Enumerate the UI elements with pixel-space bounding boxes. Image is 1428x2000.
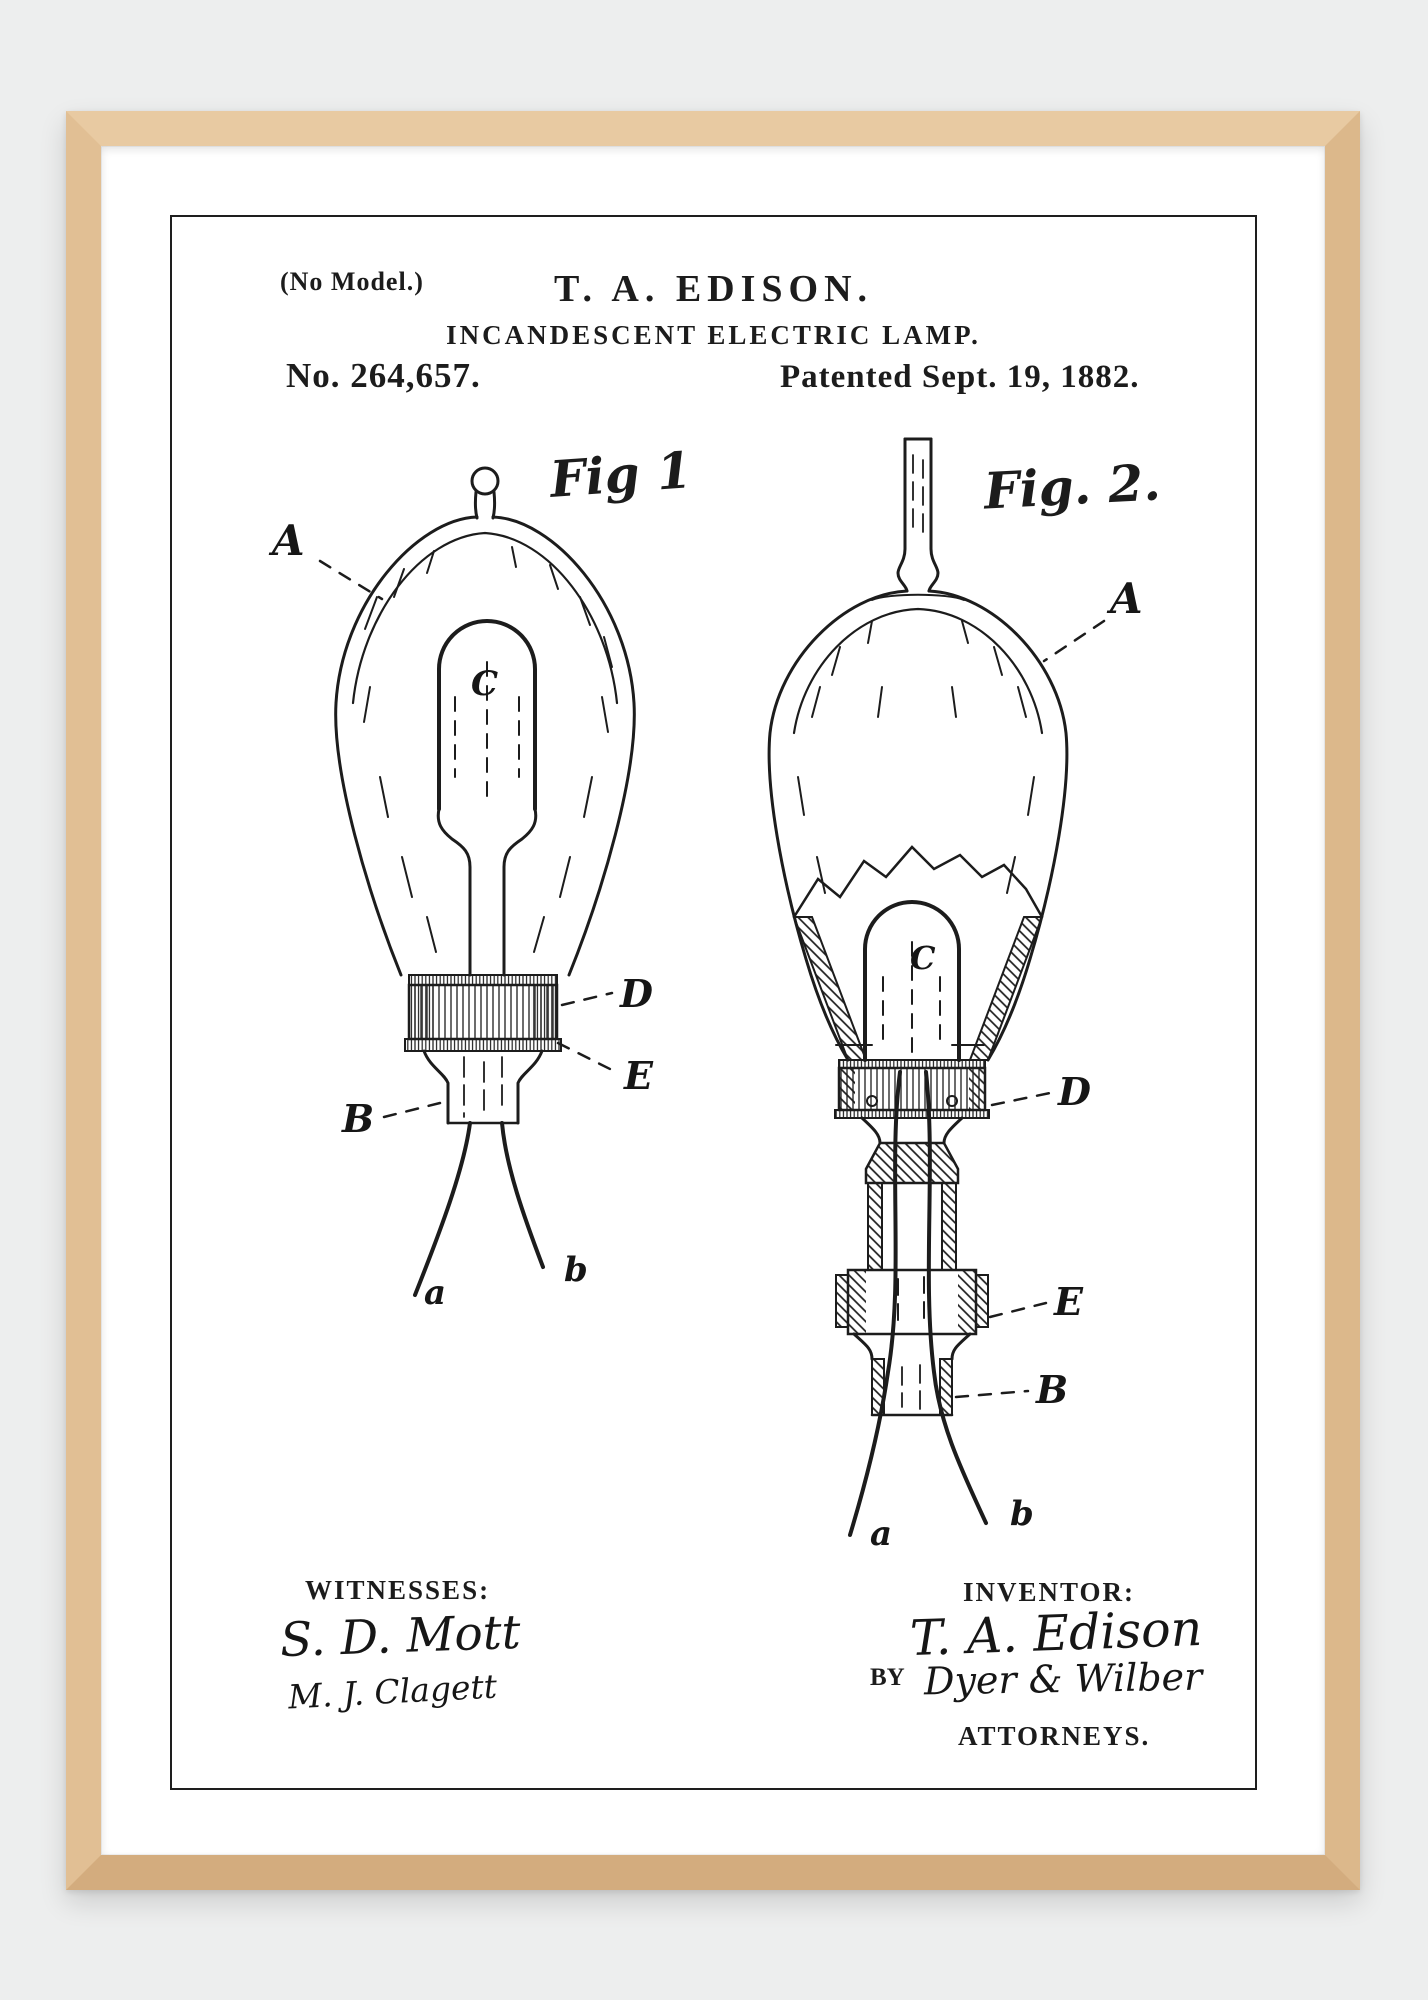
fig2-label-C: C [910,939,936,977]
fig2-label-D: D [1058,1069,1091,1114]
no-model-note: (No Model.) [280,267,424,296]
witnesses-heading: WITNESSES: [305,1575,491,1605]
fig1-label-D: D [620,971,653,1016]
fig1-label-A: A [272,516,305,565]
figure-2-caption: Fig. 2. [982,452,1162,521]
patent-date: Patented Sept. 19, 1882. [780,359,1140,395]
wood-picture-frame [66,111,1360,1890]
inventor-signature: T. A. Edison [909,1599,1204,1668]
fig1-label-B: B [342,1096,375,1141]
fig2-label-B: B [1036,1367,1069,1412]
figure-1-caption: Fig 1 [548,440,694,509]
patent-sheet [170,215,1257,1790]
fig1-label-E: E [624,1053,653,1098]
attorneys-heading: ATTORNEYS. [958,1721,1151,1751]
figure-1-labels [268,516,654,1313]
patent-number: No. 264,657. [286,356,481,395]
figure-1-bulb [320,468,634,1295]
fig2-label-b: b [1010,1494,1034,1534]
attorney-signature: Dyer & Wilber [923,1654,1203,1704]
fig2-label-E: E [1054,1279,1083,1324]
fig2-label-A: A [1110,574,1143,623]
fig1-label-b: b [564,1250,588,1290]
patent-drawing [172,217,1259,1792]
fig1-label-a: a [424,1273,447,1313]
witness-signature-1: S. D. Mott [279,1604,522,1669]
white-mat [101,146,1325,1855]
witness-signature-2: M. J. Clagett [287,1666,498,1717]
inventor-name-heading: T. A. EDISON. [553,268,874,310]
by-label: BY [870,1664,905,1691]
inventor-heading: INVENTOR: [963,1577,1136,1607]
invention-title: INCANDESCENT ELECTRIC LAMP. [446,320,981,350]
fig2-label-a: a [870,1514,893,1554]
fig1-label-C: C [471,664,499,704]
